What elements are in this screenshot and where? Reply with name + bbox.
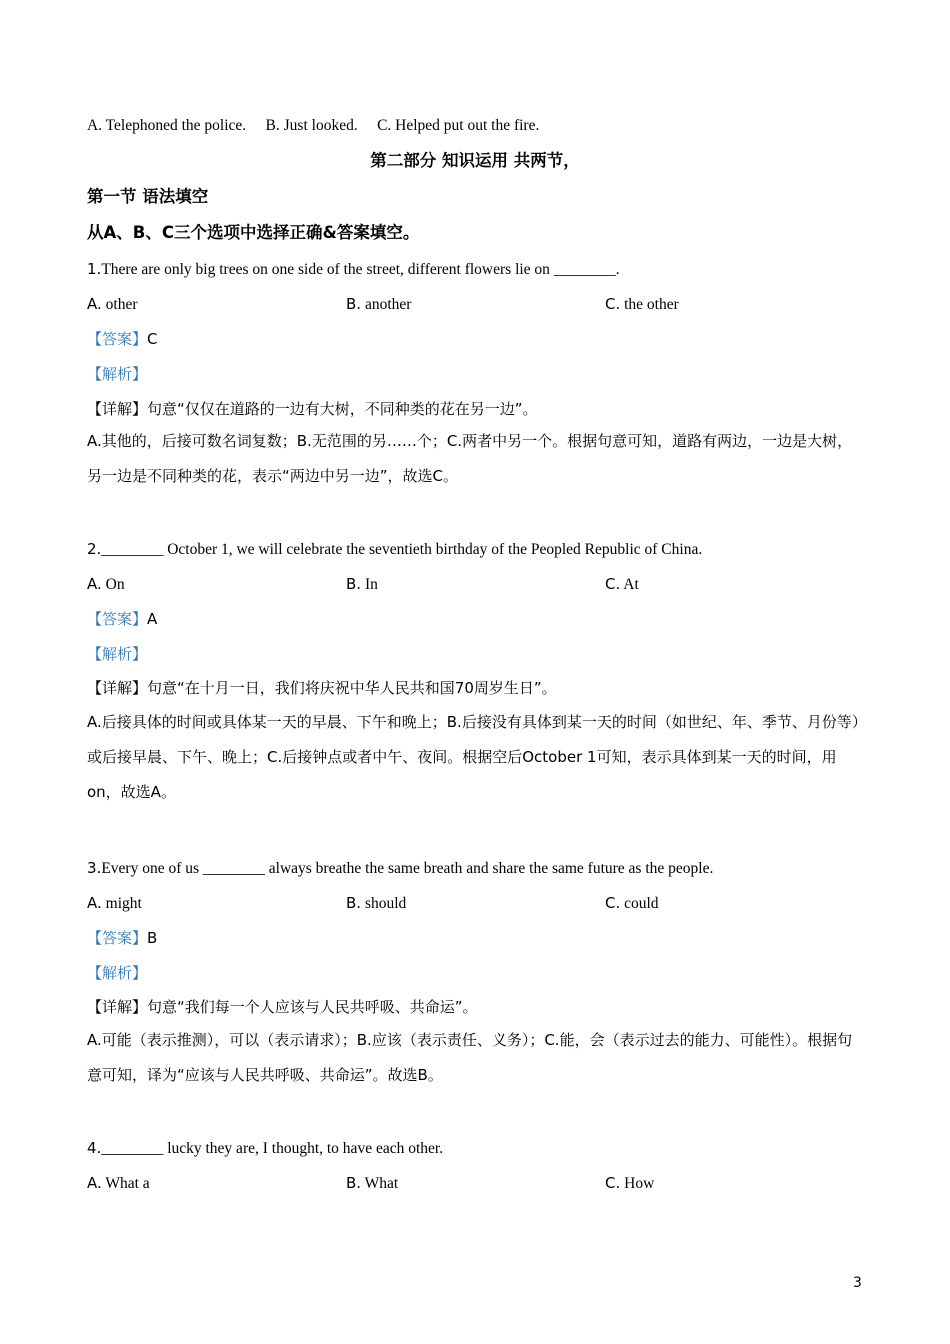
- question-3-stem: 3.Every one of us ________ always breathe the same breath and share the same future as the people.: [87, 859, 714, 877]
- question-1-stem: [87, 258, 863, 281]
- q3-detail: 【详解】句意“我们每一个人应该与人民共呼吸、共命运”。: [87, 998, 478, 1016]
- q1-answer: 【答案】C: [87, 330, 158, 348]
- q1-analysis-label: 【解析】: [87, 365, 148, 383]
- q3-analysis-label: 【解析】: [87, 964, 148, 982]
- q2-option-b: B. In: [346, 575, 378, 593]
- q2-answer: 【答案】A: [87, 610, 158, 628]
- question-number: 1.: [87, 260, 102, 278]
- q3-option-c: C. could: [605, 894, 659, 912]
- part-title: 第二部分 知识运用 共两节，: [370, 151, 580, 170]
- q3-option-b: B. should: [346, 894, 407, 912]
- q4-option-a: A. What a: [87, 1174, 150, 1192]
- q2-option-a: A. On: [87, 575, 125, 593]
- q3-answer: 【答案】B: [87, 929, 158, 947]
- q4-option-c: C. How: [605, 1174, 655, 1192]
- q3-explanation: A.可能（表示推测），可以（表示请求）；B.应该（表示责任、义务）；C.能，会（表示过去的能力、可能性）。根据句意可知，译为“应该与人民共呼吸、共命运”。故选B。: [87, 1031, 853, 1084]
- instruction: 从A、B、C三个选项中选择正确&答案填空。: [87, 223, 420, 242]
- q2-explanation: A.后接具体的时间或具体某一天的早晨、下午和晚上；B.后接没有具体到某一天的时间（如世纪、年、季节、月份等）或后接早晨、下午、晚上；C.后接钟点或者中午、夜间。根据空后October 1可知，表示具体到某一天的时间，用on，故选A。: [87, 713, 860, 801]
- question-2-stem: 2.________ October 1, we will celebrate the seventieth birthday of the Peopled Republic of China.: [87, 540, 703, 558]
- q2-option-c: C. At: [605, 575, 639, 593]
- previous-question-options: A. Telephoned the police. B. Just looked. C. Helped put out the fire.: [87, 117, 540, 134]
- q3-option-a: A. might: [87, 894, 142, 912]
- q1-option-a: A. other: [87, 295, 138, 313]
- question-4-stem: 4.________ lucky they are, I thought, to have each other.: [87, 1139, 444, 1157]
- q2-detail: 【详解】句意“在十月一日，我们将庆祝中华人民共和国70周岁生日”。: [87, 679, 557, 697]
- section-title: 第一节 语法填空: [87, 187, 209, 206]
- q2-analysis-label: 【解析】: [87, 645, 148, 663]
- q4-option-b: B. What: [346, 1174, 399, 1192]
- question-text: There are only big trees on one side of the street, different flowers lie on ________.: [101, 261, 620, 278]
- q1-option-b: B. another: [346, 295, 412, 313]
- q1-option-c: C. the other: [605, 295, 679, 313]
- q1-explanation: A.其他的，后接可数名词复数；B.无范围的另……个；C.两者中另一个。根据句意可知，道路有两边，一边是大树，另一边是不同种类的花，表示“两边中另一边”，故选C。: [87, 432, 853, 485]
- page-number: 3: [853, 1275, 862, 1291]
- q1-detail: 【详解】句意“仅仅在道路的一边有大树，不同种类的花在另一边”。: [87, 400, 538, 418]
